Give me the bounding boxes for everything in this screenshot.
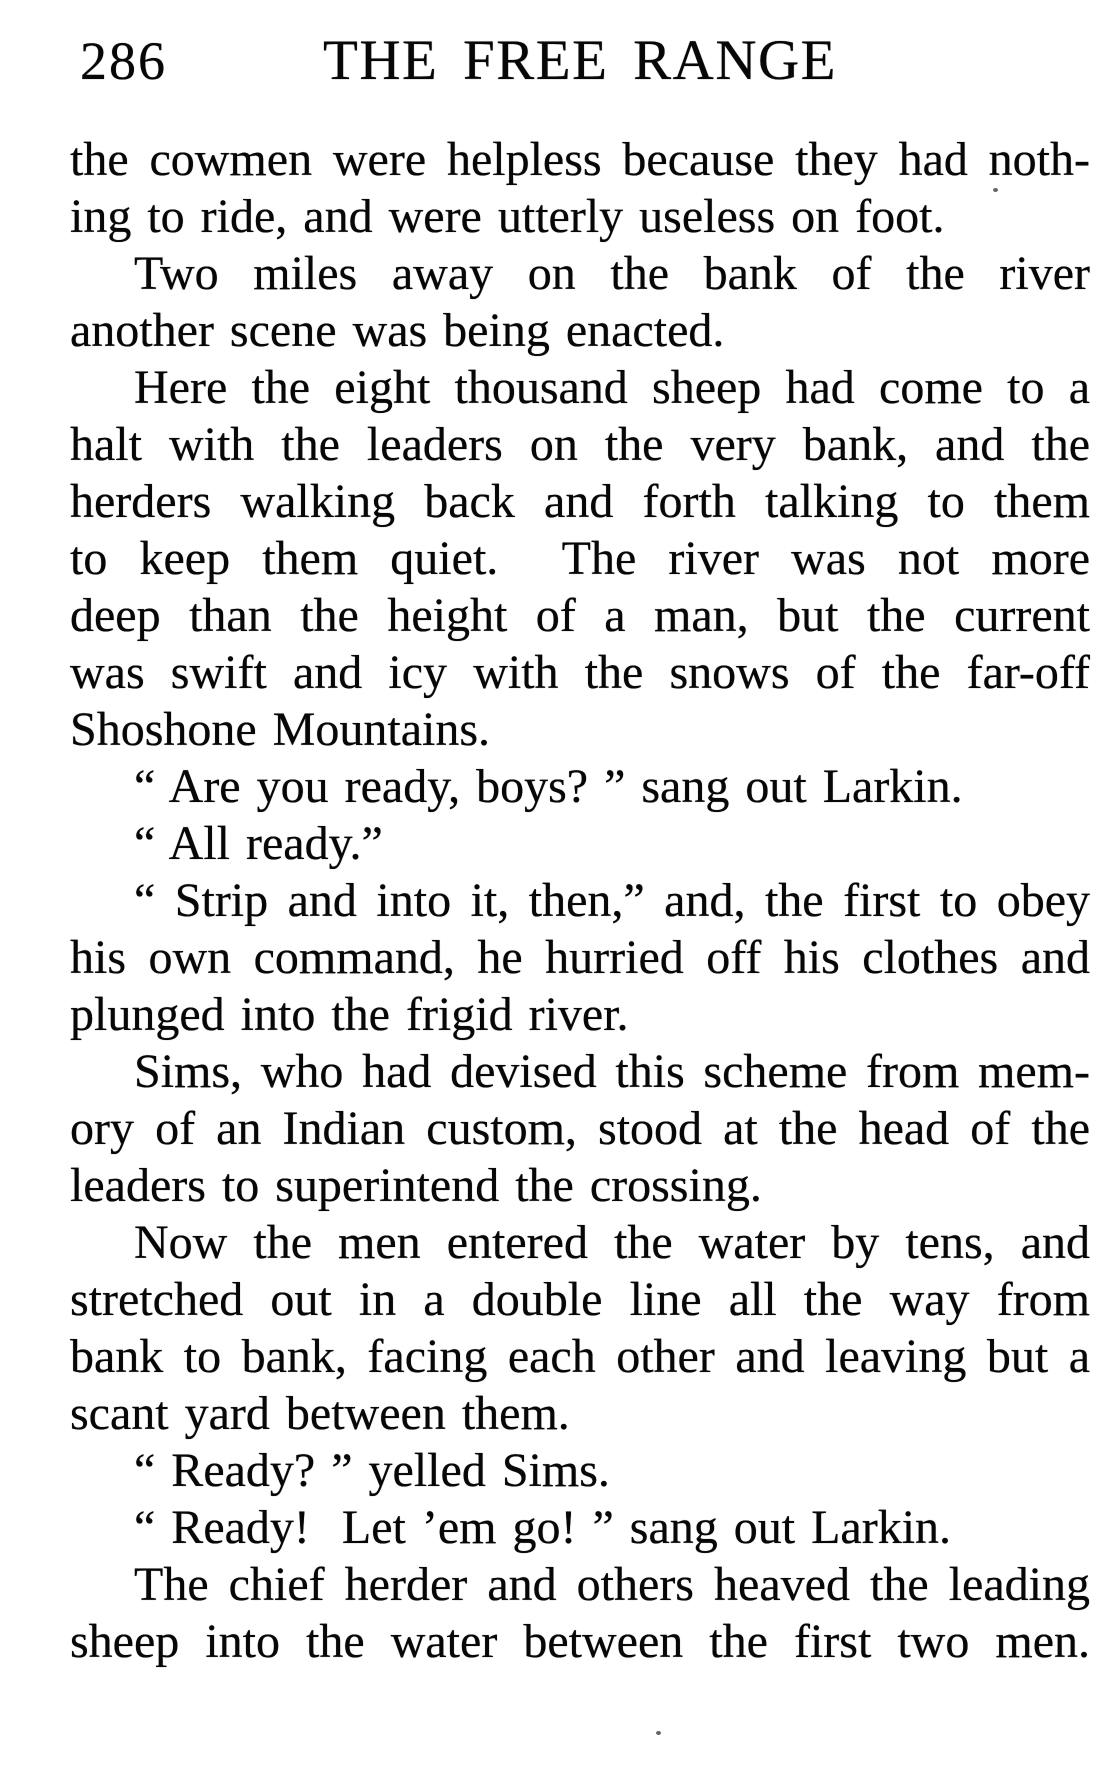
text-line: to keep them quiet. The river was not more	[70, 532, 1090, 585]
text-line: ory of an Indian custom, stood at the head of the	[70, 1102, 1090, 1155]
text-line: “ Are you ready, boys? ” sang out Larkin.	[134, 760, 963, 813]
paragraph	[70, 1214, 1090, 1442]
text-line: stretched out in a double line all the way from	[70, 1273, 1090, 1326]
paragraph	[70, 245, 1090, 359]
paragraph	[70, 815, 1090, 872]
page-header	[70, 30, 1090, 100]
text-line: “ Ready! Let ’em go! ” sang out Larkin.	[134, 1501, 952, 1554]
page-title: THE FREE RANGE	[323, 29, 837, 92]
text-line: “ Strip and into it, then,” and, the first to obey	[134, 874, 1090, 927]
paragraph	[70, 1442, 1090, 1499]
text-line: plunged into the frigid river.	[70, 988, 629, 1041]
text-line: Sims, who had devised this scheme from mem-	[134, 1045, 1090, 1098]
text-line: Shoshone Mountains.	[70, 703, 491, 756]
text-line: ing to ride, and were utterly useless on foot.	[70, 190, 945, 243]
ink-speck	[993, 188, 998, 192]
text-line: leaders to superintend the crossing.	[70, 1159, 762, 1212]
text-line: Here the eight thousand sheep had come to a	[134, 361, 1090, 414]
text-line: sheep into the water between the first two men.	[70, 1615, 1090, 1668]
text-line: Now the men entered the water by tens, and	[134, 1216, 1090, 1269]
text-line: another scene was being enacted.	[70, 304, 725, 357]
page-number: 286	[80, 31, 167, 91]
ink-speck	[656, 1731, 661, 1735]
paragraph	[70, 1499, 1090, 1556]
paragraph	[70, 1043, 1090, 1214]
text-line: “ Ready? ” yelled Sims.	[134, 1444, 610, 1497]
paragraph	[70, 131, 1090, 245]
text-line: deep than the height of a man, but the current	[70, 589, 1090, 642]
paragraph	[70, 1556, 1090, 1670]
paragraph	[70, 359, 1090, 758]
text-line: his own command, he hurried off his clothes and	[70, 931, 1090, 984]
text-line: halt with the leaders on the very bank, and the	[70, 418, 1090, 471]
text-line: Two miles away on the bank of the river	[134, 247, 1090, 300]
paragraph	[70, 872, 1090, 1043]
text-line: scant yard between them.	[70, 1387, 570, 1440]
text-line: “ All ready.”	[134, 817, 383, 870]
text-line: herders walking back and forth talking to them	[70, 475, 1090, 528]
paragraph	[70, 758, 1090, 815]
text-line: the cowmen were helpless because they had noth-	[70, 133, 1090, 186]
text-line: The chief herder and others heaved the leading	[134, 1558, 1090, 1611]
body-text	[70, 131, 1090, 1670]
text-line: was swift and icy with the snows of the far-off	[70, 646, 1090, 699]
text-line: bank to bank, facing each other and leaving but a	[70, 1330, 1090, 1383]
